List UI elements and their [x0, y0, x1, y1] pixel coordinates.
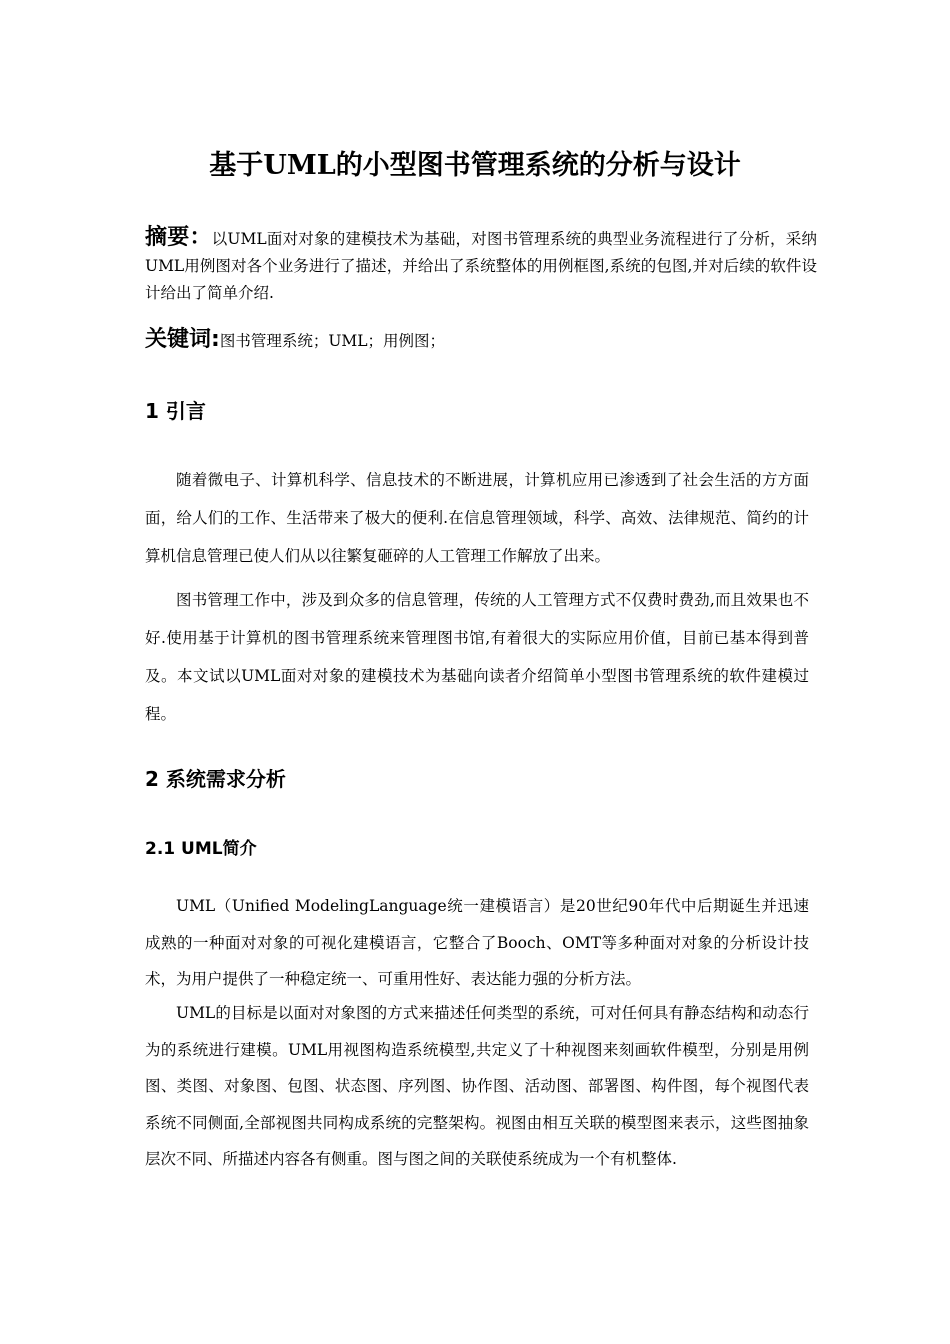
intro-paragraph-2: 图书管理工作中，涉及到众多的信息管理，传统的人工管理方式不仅费时费劲,而且效果也不好.使用基于计算机的图书管理系统来管理图书馆,有着很大的实际应用价值，目前已基本得到普及。本文试以UML面对对象的建模技术为基础向读者介绍简单小型图书管理系统的软件建模过程。 [145, 591, 809, 723]
keywords-text: 图书管理系统；UML；用例图； [219, 332, 446, 350]
section-heading-intro: 1 引言 [145, 399, 206, 423]
document-title: 基于UML的小型图书管理系统的分析与设计 [209, 150, 741, 181]
abstract-label: 摘要： [145, 225, 212, 250]
intro-paragraph-1: 随着微电子、计算机科学、信息技术的不断进展，计算机应用已渗透到了社会生活的方方面面，给人们的工作、生活带来了极大的便利.在信息管理领域，科学、高效、法律规范、简约的计算机信息管理已使人们从以往繁复砸碎的人工管理工作解放了出来。 [145, 471, 809, 565]
section-heading-analysis: 2 系统需求分析 [145, 767, 286, 791]
abstract [145, 224, 817, 307]
uml-paragraph-2: UML的目标是以面对对象图的方式来描述任何类型的系统，可对任何具有静态结构和动态行为的系统进行建模。UML用视图构造系统模型,共定义了十种视图来刻画软件模型，分别是用例图、类图、对象图、包图、状态图、序列图、协作图、活动图、部署图、构件图，每个视图代表系统不同侧面,全部视图共同构成系统的完整架构。视图由相互关联的模型图来表示，这些图抽象层次不同、所描述内容各有侧重。图与图之间的关联使系统成为一个有机整体. [145, 1004, 809, 1168]
keywords-label: 关键词: [145, 327, 220, 352]
abstract-text: 以UML面对对象的建模技术为基础，对图书管理系统的典型业务流程进行了分析，采纳UML用例图对各个业务进行了描述，并给出了系统整体的用例框图,系统的包图,并对后续的软件设计给出了简单介绍. [145, 230, 817, 302]
subsection-heading-uml: 2.1 UML简介 [145, 839, 257, 859]
keywords [145, 325, 817, 356]
uml-paragraph-1: UML（Unified ModelingLanguage统一建模语言）是20世纪90年代中后期诞生并迅速成熟的一种面对对象的可视化建模语言，它整合了Booch、OMT等多种面对对象的分析设计技术，为用户提供了一种稳定统一、可重用性好、表达能力强的分析方法。 [145, 897, 809, 988]
